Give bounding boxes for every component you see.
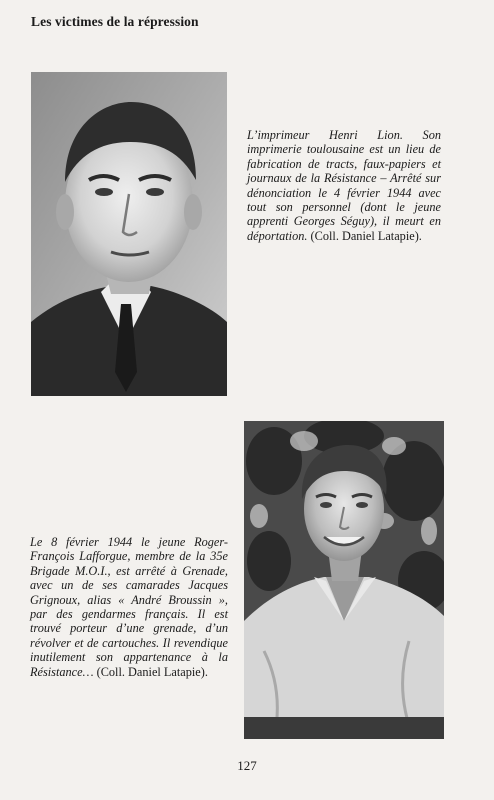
caption-lafforgue-text: Le 8 février 1944 le jeune Roger-François Lafforgue, membre de la 35e Brigade M.O.I., est arrêté à Grenade, avec un de ses camarades Jacques Grignoux, alias « André Broussin », par des gendarmes français. Il est trouvé porteur d’une grenade, d’un révolver et de cartouches. Il revendique inutilement son appartenance à la Résistance… — [30, 535, 228, 679]
caption-henri-lion-credit: (Coll. Daniel Latapie). — [310, 228, 422, 243]
caption-henri-lion — [247, 128, 441, 243]
running-title: Les victimes de la répression — [31, 14, 199, 29]
portrait-photo-lafforgue — [244, 421, 444, 739]
portrait-photo-henri-lion — [31, 72, 227, 396]
caption-henri-lion-text: L’imprimeur Henri Lion. Son imprimerie toulousaine est un lieu de fabrication de tracts, faux-papiers et journaux de la Résistance – Arrêté sur dénonciation le 4 février 1944 avec tout son personnel (dont le jeune apprenti Georges Séguy), il meurt en déportation. — [247, 128, 441, 243]
caption-lafforgue — [30, 535, 228, 679]
caption-lafforgue-credit: (Coll. Daniel Latapie). — [96, 664, 208, 679]
page-number: 127 — [237, 758, 257, 773]
